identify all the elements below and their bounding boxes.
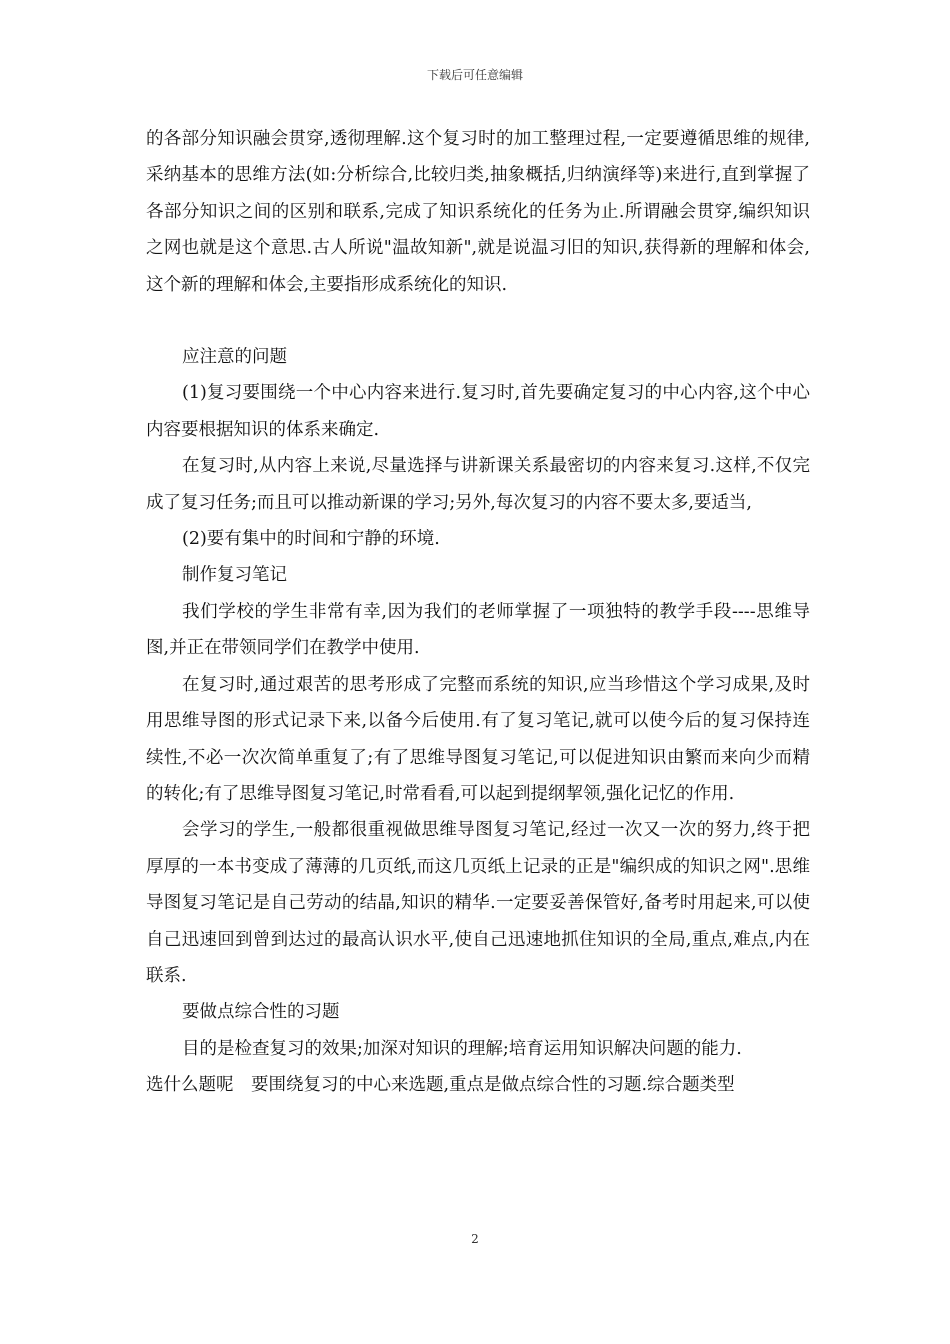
paragraph-choose-exercises: 选什么题呢 要围绕复习的中心来选题,重点是做点综合性的习题.综合题类型 (146, 1075, 735, 1096)
paragraph-point-1: (1)复习要围绕一个中心内容来进行.复习时,首先要确定复习的中心内容,这个中心内容要根据知识的体系来确定. (146, 383, 810, 440)
paragraph-good-students: 会学习的学生,一般都很重视做思维导图复习笔记,经过一次又一次的努力,终于把厚厚的一本书变成了薄薄的几页纸,而这几页纸上记录的正是"编织成的知识之网".思维导图复习笔记是自己劳动的结晶,知识的精华.一定要妥善保管好,备考时用起来,可以使自己迅速回到曾到达过的最高认识水平,使自己迅速地抓住知识的全局,重点,难点,内在联系. (146, 820, 810, 986)
paragraph-purpose: 目的是检查复习的效果;加深对知识的理解;培育运用知识解决问题的能力. (182, 1038, 742, 1059)
section-heading-exercises: 要做点综合性的习题 (182, 1002, 340, 1023)
page-number: 2 (471, 1232, 479, 1246)
section-heading-attention: 应注意的问题 (182, 347, 287, 368)
paragraph-mindmap: 我们学校的学生非常有幸,因为我们的老师掌握了一项独特的教学手段----思维导图,并正在带领同学们在教学中使用. (146, 601, 810, 659)
paragraph-continued: 的各部分知识融会贯穿,透彻理解.这个复习时的加工整理过程,一定要遵循思维的规律,采纳基本的思维方法(如:分析综合,比较归类,抽象概括,归纳演绎等)来进行,直到掌握了各部分知识之间的区别和联系,完成了知识系统化的任务为止.所谓融会贯穿,编织知识之网也就是这个意思.古人所说"温故知新",就是说温习旧的知识,获得新的理解和体会,这个新的理解和体会,主要指形成系统化的知识. (146, 129, 810, 295)
paragraph-point-2: (2)要有集中的时间和宁静的环境. (182, 529, 440, 550)
page-header: 下载后可任意编辑 (426, 68, 523, 82)
section-heading-notes: 制作复习笔记 (182, 565, 287, 586)
paragraph-gap (146, 303, 810, 339)
paragraph-notes-value: 在复习时,通过艰苦的思考形成了完整而系统的知识,应当珍惜这个学习成果,及时用思维导图的形式记录下来,以备今后使用.有了复习笔记,就可以使今后的复习保持连续性,不必一次次简单重复了;有了思维导图复习笔记,可以促进知识由繁而来向少而精的转化;有了思维导图复习笔记,时常看看,可以起到提纲挈领,强化记忆的作用. (146, 674, 810, 804)
paragraph-review-content: 在复习时,从内容上来说,尽量选择与讲新课关系最密切的内容来复习.这样,不仅完成了复习任务;而且可以推动新课的学习;另外,每次复习的内容不要太多,要适当, (146, 456, 810, 513)
document-body (146, 121, 810, 1104)
